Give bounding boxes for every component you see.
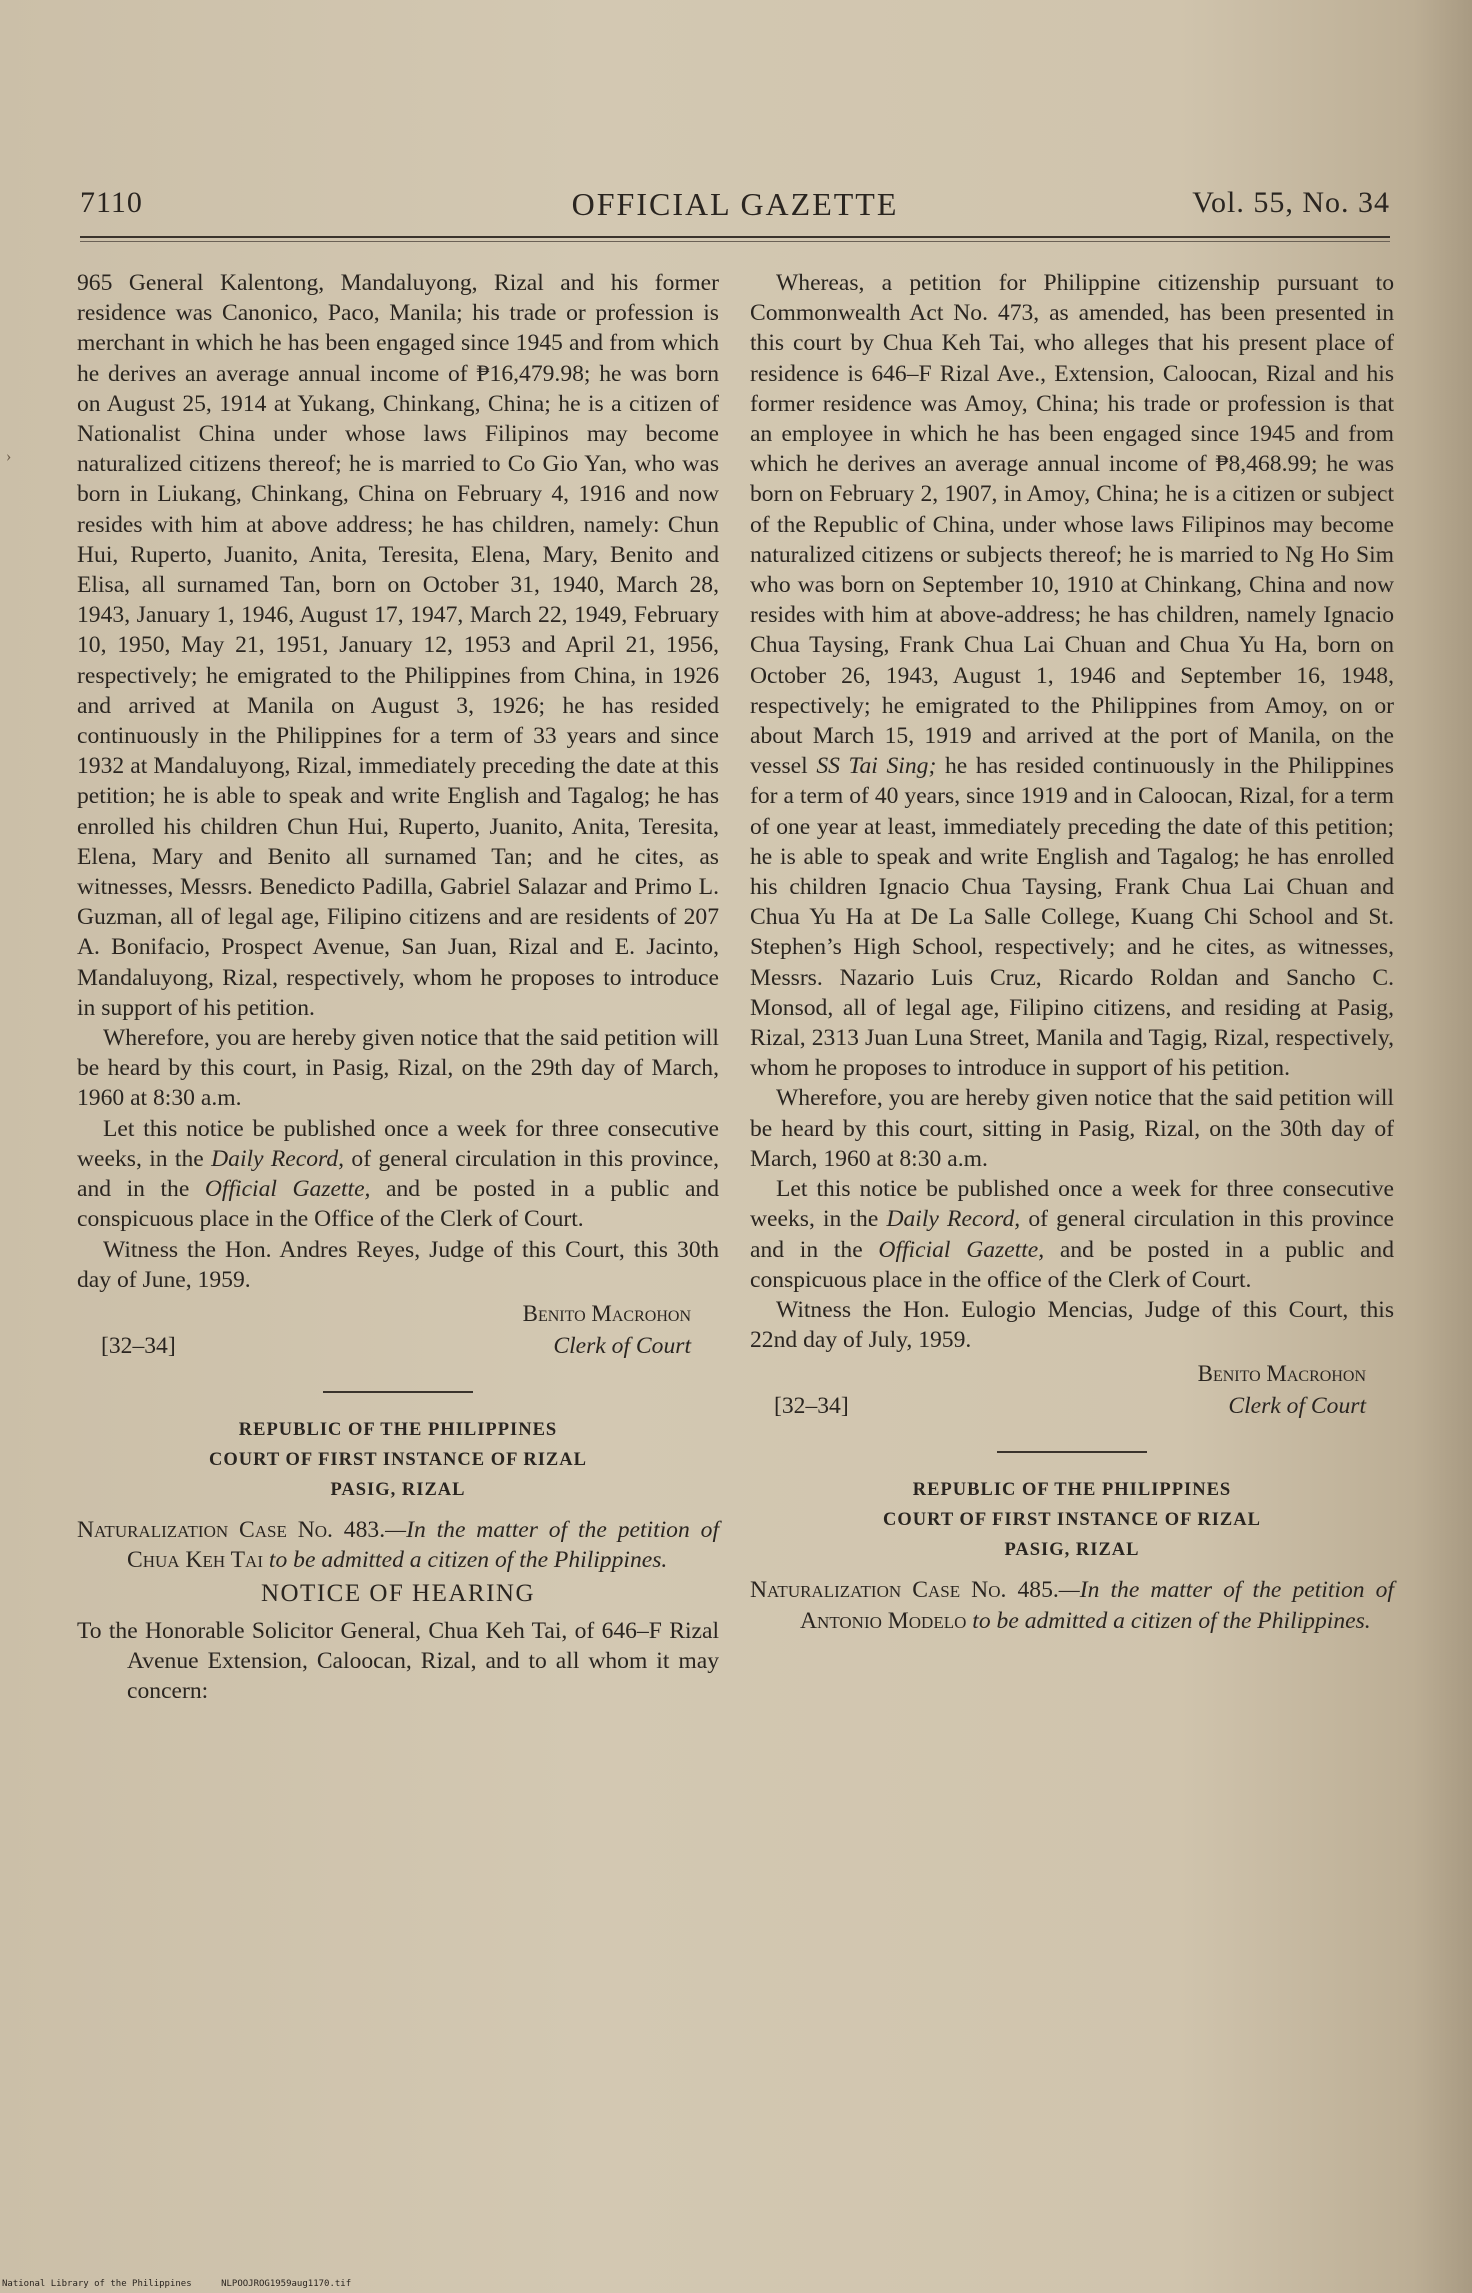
- issue-range: [32–34]: [101, 1332, 176, 1359]
- daily-record-title: Daily Record,: [211, 1145, 345, 1172]
- text-run: of general circulation in this province and in the: [750, 1206, 1394, 1263]
- caption-republic: REPUBLIC OF THE PHILIPPINES: [912, 1480, 1232, 1501]
- signature-block: [77, 1299, 719, 1365]
- case-heading: [77, 1515, 719, 1575]
- section-divider: [997, 1451, 1147, 1453]
- section-divider: [323, 1391, 473, 1393]
- publication-paragraph: [750, 1174, 1394, 1295]
- case-label: Naturalization Case No. 483.: [77, 1516, 386, 1543]
- caption-republic: REPUBLIC OF THE PHILIPPINES: [238, 1419, 558, 1440]
- issue-range: [32–34]: [774, 1393, 849, 1420]
- text-run: and be posted in a public and conspicuous place in the office of the Clerk of Court.: [750, 1236, 1395, 1293]
- text-run: Let this notice be published once a week for three consecutive weeks, in the: [750, 1176, 1394, 1233]
- text-run: —In the matter of the petition of: [385, 1516, 720, 1543]
- case-heading: [750, 1575, 1394, 1635]
- notice-heading: NOTICE OF HEARING: [260, 1580, 536, 1608]
- witness-paragraph: Witness the Hon. Eulogio Mencias, Judge of this Court, this 22nd day of July, 1959.: [750, 1296, 1394, 1354]
- clerk-title: Clerk of Court: [1228, 1393, 1366, 1420]
- text-run: and be posted in a public and conspicuous place in the Office of the Clerk of Court.: [77, 1176, 720, 1233]
- petitioner-name: Antonio Modelo: [800, 1607, 967, 1634]
- official-gazette-title: Official Gazette,: [204, 1176, 371, 1203]
- header-rule: [80, 236, 1390, 238]
- volume-number: Vol. 55, No. 34: [1192, 186, 1390, 219]
- caption-court: COURT OF FIRST INSTANCE OF RIZAL: [883, 1510, 1261, 1531]
- text-run: he has resided continuously in the Philippines for a term of 40 years, since 1919 and in Caloocan, Rizal, for a term of one year at least, immediately preceding the date of this petition; he is able to speak and write English and Tagalog; he has enrolled his children Ignacio Chua Taysing, Frank Chua Lai Chuan and Chua Yu Ha at De La Salle College, Kuang Chi School and St. Stephen’s High School, respectively; and he cites, as witnesses, Messrs. Nazario Luis Cruz, Ricardo Roldan and Sancho C. Monsod, all of legal age, Filipino citizens, and residing at Pasig, Rizal, 2313 Juan Luna Street, Manila and Tagig, Rizal, respectively, whom he proposes to introduce in support of his petition.: [750, 753, 1394, 1082]
- caption-location: PASIG, RIZAL: [330, 1479, 466, 1500]
- text-run: Let this notice be published once a week for three consecutive weeks, in the: [77, 1115, 719, 1172]
- petitioner-name: Chua Keh Tai: [127, 1547, 263, 1574]
- petition-paragraph: 965 General Kalentong, Mandaluyong, Rizal and his former residence was Canonico, Paco, Manila; his trade or profession is merchant in which he has been engaged since 1945 and from which he derives an average annual income of ₱16,479.98; he was born on August 25, 1914 at Yukang, Chinkang, China; he is a citizen of Nationalist China under whose laws Filipinos may become naturalized citizens thereof; he is married to Co Gio Yan, who was born in Liukang, Chinkang, China on February 4, 1916 and now resides with him at above address; he has children, namely: Chun Hui, Ruperto, Juanito, Anita, Teresita, Elena, Mary, Benito and Elisa, all surnamed Tan, born on October 31, 1940, March 28, 1943, January 1, 1946, August 17, 1947, March 22, 1949, February 10, 1950, May 21, 1951, January 12, 1953 and April 21, 1956, respectively; he emigrated to the Philippines from China, in 1926 and arrived at Manila on August 3, 1926; he has resided continuously in the Philippines for a term of 33 years and since 1932 at Mandaluyong, Rizal, immediately preceding the date at this petition; he is able to speak and write English and Tagalog; he has enrolled his children Chun Hui, Ruperto, Juanito, Anita, Teresita, Elena, Mary and Benito all surnamed Tan; and he cites, as witnesses, Messrs. Benedicto Padilla, Gabriel Salazar and Primo L. Guzman, all of legal age, Filipino citizens and are residents of 207 A. Bonifacio, Prospect Avenue, San Juan, Rizal and E. Jacinto, Mandaluyong, Rizal, respectively, whom he proposes to introduce in support of his petition.: [77, 270, 719, 1021]
- clerk-name: Benito Macrohon: [1197, 1361, 1366, 1387]
- caption-location: PASIG, RIZAL: [1004, 1540, 1140, 1561]
- caption-court: COURT OF FIRST INSTANCE OF RIZAL: [209, 1449, 587, 1470]
- publication-paragraph: [77, 1114, 719, 1235]
- right-column: [750, 268, 1394, 1636]
- publication-title: OFFICIAL GAZETTE: [571, 186, 899, 222]
- petition-paragraph: [750, 268, 1394, 1083]
- signature-block: [750, 1359, 1394, 1425]
- text-run: of general circulation in this province, and in the: [77, 1145, 720, 1203]
- text-run: —In the matter of the petition of: [1058, 1577, 1394, 1604]
- margin-mark: ›: [6, 448, 12, 465]
- scan-filename: NLPOOJROG1959aug1170.tif: [221, 2279, 352, 2289]
- header-rule-thin: [80, 241, 1390, 242]
- page-number: 7110: [80, 186, 143, 219]
- text-run: to be admitted a citizen of the Philippines.: [263, 1547, 668, 1574]
- text-run: to be admitted a citizen of the Philippines.: [966, 1607, 1371, 1634]
- addressee-paragraph: To the Honorable Solicitor General, Chua Keh Tai, of 646–F Rizal Avenue Extension, Caloocan, Rizal, and to all whom it may concern:: [77, 1617, 719, 1704]
- page-header: [80, 180, 1390, 230]
- clerk-name: Benito Macrohon: [522, 1300, 691, 1326]
- text-run: Whereas, a petition for Philippine citizenship pursuant to Commonwealth Act No. 473, as amended, has been presented in this court by Chua Keh Tai, who alleges that his present place of residence is 646–F Rizal Ave., Extension, Caloocan, Rizal and his former residence was Amoy, China; his trade or profession is that an employee in which he has been engaged since 1945 and from which he derives an average annual income of ₱8,468.99; he was born on February 2, 1907, in Amoy, China; he is a citizen or subject of the Republic of China, under whose laws Filipinos may become naturalized citizens or subjects thereof; he is married to Ng Ho Sim who was born on September 10, 1910 at Chinkang, China and now resides with him at above-address; he has children, namely Ignacio Chua Taysing, Frank Chua Lai Chuan and Chua Yu Ha, born on October 26, 1943, August 1, 1946 and September 16, 1948, respectively; he emigrated to the Philippines from Amoy, on or about March 15, 1919 and arrived at the port of Manila, on the vessel: [750, 270, 1394, 780]
- left-column: [77, 268, 719, 1706]
- official-gazette-title: Official Gazette,: [878, 1236, 1045, 1263]
- wherefore-paragraph: Wherefore, you are hereby given notice that the said petition will be heard by this court, sitting in Pasig, Rizal, on the 30th day of March, 1960 at 8:30 a.m.: [750, 1085, 1394, 1172]
- wherefore-paragraph: Wherefore, you are hereby given notice that the said petition will be heard by this court, in Pasig, Rizal, on the 29th day of March, 1960 at 8:30 a.m.: [77, 1025, 719, 1112]
- library-credit: National Library of the Philippines: [2, 2279, 192, 2289]
- case-label: Naturalization Case No. 485.: [750, 1577, 1059, 1604]
- clerk-title: Clerk of Court: [553, 1332, 691, 1359]
- witness-paragraph: Witness the Hon. Andres Reyes, Judge of this Court, this 30th day of June, 1959.: [77, 1236, 719, 1293]
- vessel-name: SS Tai Sing;: [816, 753, 937, 780]
- scan-footer: [2, 2279, 375, 2289]
- daily-record-title: Daily Record,: [886, 1206, 1021, 1233]
